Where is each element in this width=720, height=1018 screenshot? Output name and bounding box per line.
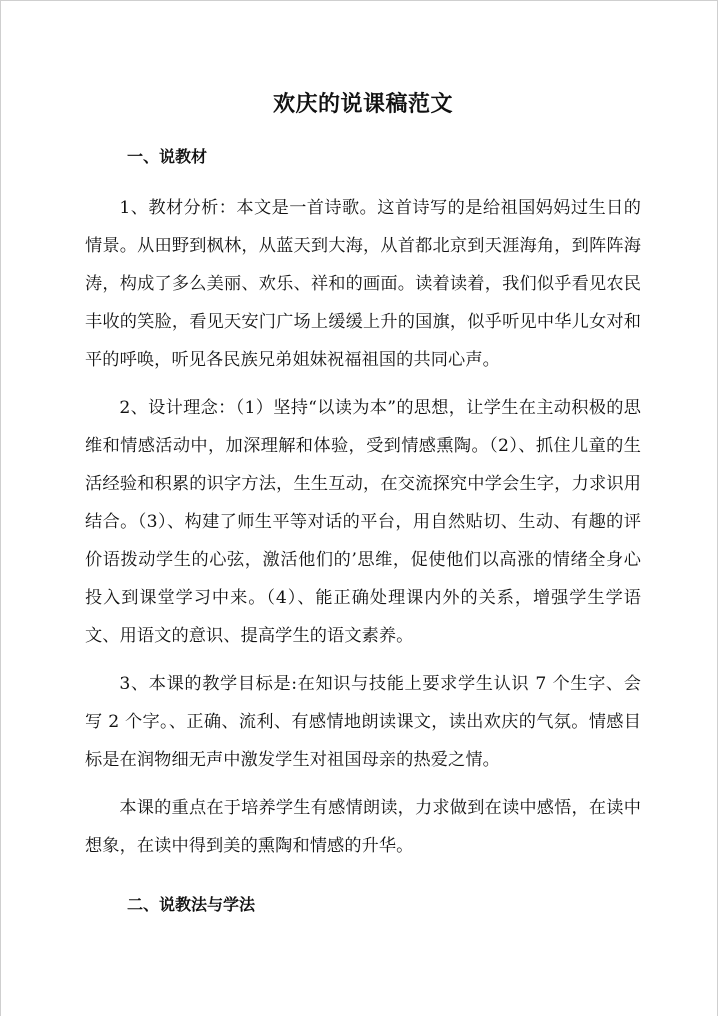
section-heading-2: 二、说教法与学法 [127, 895, 256, 914]
paragraph-teaching-objectives: 3、本课的教学目标是:在知识与技能上要求学生认识 7 个生字、会写 2 个字。、正确、流利、有感情地朗读课文，读出欢庆的气氛。情感目标是在润物细无声中激发学生对祖国母亲的热爱之情。 [85, 674, 641, 770]
document-body [85, 93, 641, 915]
document-title: 欢庆的说课稿范文 [272, 92, 453, 117]
paragraph-key-points: 本课的重点在于培养学生有感情朗读，力求做到在读中感悟，在读中想象，在读中得到美的熏陶和情感的升华。 [85, 798, 641, 856]
paragraph-design-concept: 2、设计理念：（1）坚持“以读为本”的思想，让学生在主动积极的思维和情感活动中，加深理解和体验，受到情感熏陶。（2）、抓住儿童的生活经验和积累的识字方法，生生互动，在交流探究中学会生字，力求识用结合。（3）、构建了师生平等对话的平台，用自然贴切、生动、有趣的评价语拨动学生的心弦，激活他们的’思维，促使他们以高涨的情绪全身心投入到课堂学习中来。（4）、能正确处理课内外的关系，增强学生学语文、用语文的意识、提高学生的语文素养。 [85, 398, 641, 646]
paragraph-teaching-material-analysis: 1、教材分析：本文是一首诗歌。这首诗写的是给祖国妈妈过生日的情景。从田野到枫林，从蓝天到大海，从首都北京到天涯海角，到阵阵海涛，构成了多么美丽、欢乐、祥和的画面。读着读着，我们似乎看见农民丰收的笑脸，看见天安门广场上缓缓上升的国旗，似乎听见中华儿女对和平的呼唤，听见各民族兄弟姐妹祝福祖国的共同心声。 [85, 198, 641, 370]
section-heading-1: 一、说教材 [127, 147, 208, 166]
